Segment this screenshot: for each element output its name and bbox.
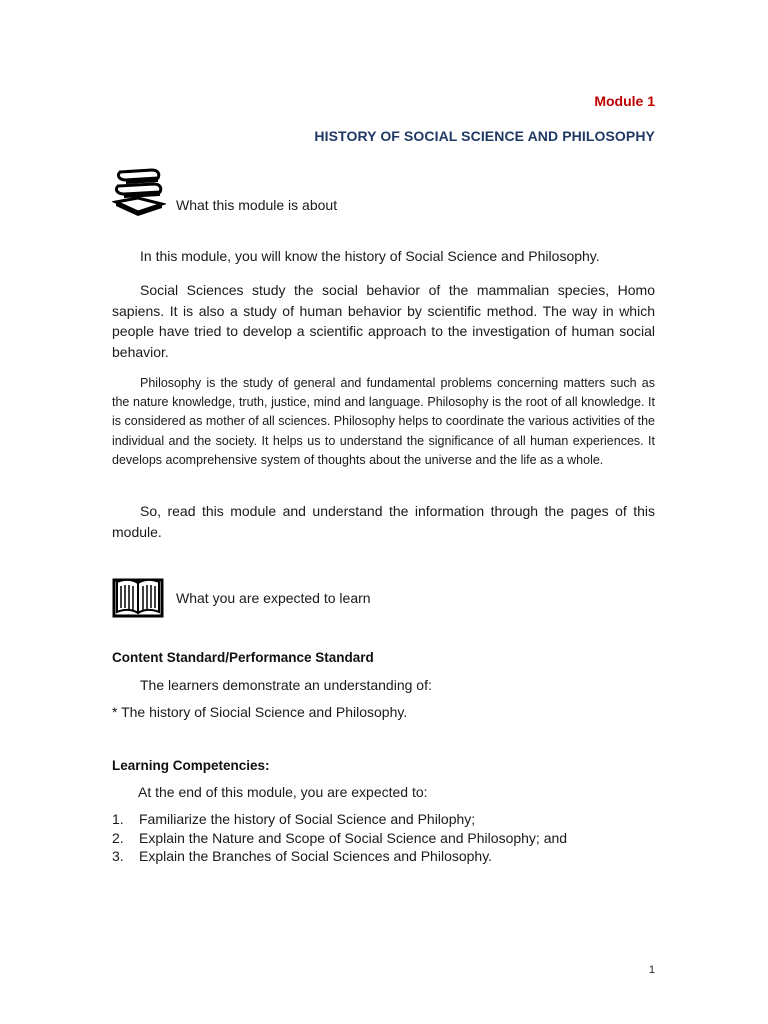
list-text: Familiarize the history of Social Science and Philophy; xyxy=(139,811,476,827)
about-heading: What this module is about xyxy=(176,197,338,213)
standard-intro: The learners demonstrate an understanding of: xyxy=(140,677,432,693)
competencies-intro: At the end of this module, you are expected to: xyxy=(138,784,428,800)
list-text: Explain the Branches of Social Sciences and Philosophy. xyxy=(139,848,493,864)
module-title: HISTORY OF SOCIAL SCIENCE AND PHILOSOPHY xyxy=(314,128,655,144)
standard-item: * The history of Siocial Science and Philosophy. xyxy=(112,704,408,720)
list-item xyxy=(112,810,567,829)
about-paragraph-2: Social Sciences study the social behavior of the mammalian species, Homo sapiens. It is also a study of human behavior by scientific method. The way in which people have tried to develop a scientific approach to the investigation of human social behavior. xyxy=(112,282,655,360)
list-item xyxy=(112,847,567,866)
open-book-icon xyxy=(112,576,164,620)
list-number: 3. xyxy=(112,848,124,864)
module-number: Module 1 xyxy=(594,93,655,109)
list-number: 2. xyxy=(112,829,124,846)
competencies-heading: Learning Competencies: xyxy=(112,758,270,773)
page-number: 1 xyxy=(648,964,655,976)
competencies-list xyxy=(112,810,567,866)
about-paragraph-4: So, read this module and understand the information through the pages of this module. xyxy=(112,503,655,540)
list-text: Explain the Nature and Scope of Social Science and Philosophy; and xyxy=(139,829,568,846)
about-paragraph-1: In this module, you will know the history of Social Science and Philosophy. xyxy=(140,248,600,264)
list-number: 1. xyxy=(112,811,124,827)
standard-heading: Content Standard/Performance Standard xyxy=(112,650,374,665)
about-paragraph-3: Philosophy is the study of general and fundamental problems concerning matters such as the nature knowledge, truth, justice, mind and language. Philosophy is the root of all knowledge. It is considered as mother of all sciences. Philosophy helps to coordinate the various activities of the individual and the society. It helps us to understand the significance of all human experiences. It develops acomprehensive system of thoughts about the universe and the life as a whole. xyxy=(112,376,655,467)
books-stack-icon xyxy=(112,166,166,220)
learn-heading: What you are expected to learn xyxy=(176,590,371,606)
list-item xyxy=(112,829,567,848)
